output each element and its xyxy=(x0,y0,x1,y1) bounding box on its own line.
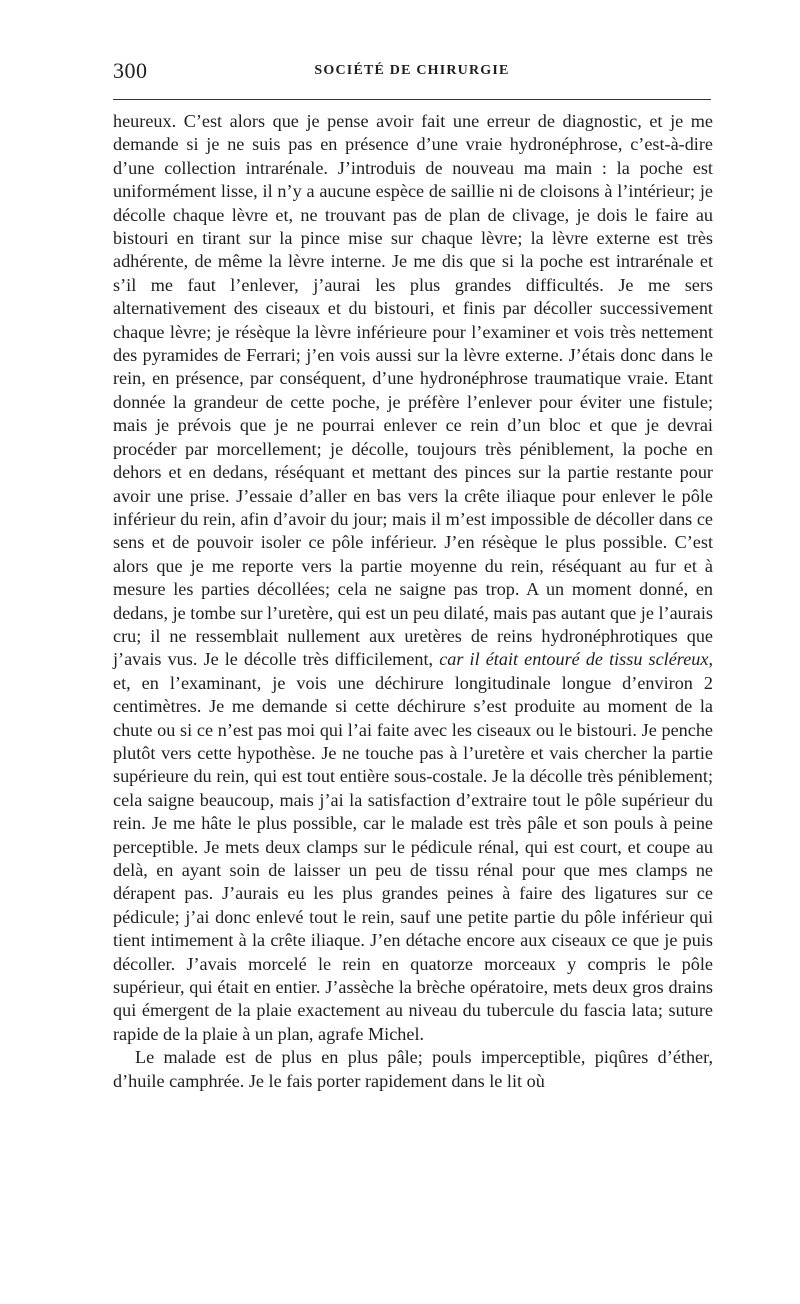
header-rule xyxy=(113,99,711,100)
running-title: SOCIÉTÉ DE CHIRURGIE xyxy=(314,63,510,78)
paragraph-text: heureux. C’est alors que je pense avoir fait une erreur de diagnostic, et je me demande si je ne suis pas en présence d’une vraie hydronéphrose, c’est-à-dire d’une collection intrarénale. J’introduis de nouveau ma main : la poche est uniformément lisse, il n’y a aucune espèce de saillie ni de cloisons à l’intérieur; je décolle chaque lèvre et, ne trouvant pas de plan de clivage, je dois le faire au bistouri en tirant sur la pince mise sur chaque lèvre; la lèvre externe est très adhérente, de même la lèvre interne. Je me dis que si la poche est intrarénale et s’il me faut l’enlever, j’aurai les plus grandes difficultés. Je me sers alternativement des ciseaux et du bistouri, et finis par décoller successivement chaque lèvre; je résèque la lèvre inférieure pour l’examiner et vois très nettement des pyramides de Ferrari; j’en vois aussi sur la lèvre externe. J’étais donc dans le rein, en présence, par conséquent, d’une hydronéphrose traumatique vraie. Etant donnée la grandeur de cette poche, je préfère l’enlever pour éviter une fistule; mais je prévois que je ne pourrai enlever ce rein d’un bloc et que je devrai procéder par morcellement; je décolle, toujours très péniblement, la poche en dehors et en dedans, réséquant et mettant des pinces sur la partie restante pour avoir une prise. J’essaie d’aller en bas vers la crête iliaque pour enlever le pôle inférieur du rein, afin d’avoir du jour; mais il m’est impossible de décoller dans ce sens et de pouvoir isoler ce pôle inférieur. J’en résèque le plus possible. C’est alors que je me reporte vers la partie moyenne du rein, réséquant au fur et à mesure les parties décollées; cela ne saigne pas trop. A un moment donné, en dedans, je tombe sur l’uretère, qui est un peu dilaté, mais pas autant que je l’aurais cru; il ne ressemblait nullement aux uretères de reins hydronéphrotiques que j’avais vus. Je le décolle très difficilement, xyxy=(113,111,713,670)
paragraph xyxy=(113,110,713,1046)
body-text xyxy=(113,110,713,1093)
page-number: 300 xyxy=(113,58,148,83)
page-header xyxy=(113,58,711,88)
paragraph-text: , et, en l’examinant, je vois une déchirure longitudinale longue d’environ 2 centimètres. Je me demande si cette déchirure s’est produite au moment de la chute ou si ce n’est pas moi qui l’ai faite avec les ciseaux ou le bistouri. Je penche plutôt vers cette hypothèse. Je ne touche pas à l’uretère et vais chercher la partie supérieure du rein, qui est tout entière sous-costale. Je la décolle très péniblement; cela saigne beaucoup, mais j’ai la satisfaction d’extraire tout le pôle supérieur du rein. Je me hâte le plus possible, car le malade est très pâle et son pouls à peine perceptible. Je mets deux clamps sur le pédicule rénal, qui est court, et coupe au delà, en ayant soin de laisser un peu de tissu rénal pour que mes clamps ne dérapent pas. J’aurais eu les plus grandes peines à faire des ligatures sur ce pédicule; j’ai donc enlevé tout le rein, sauf une petite partie du pôle inférieur qui tient intimement à la crête iliaque. J’en détache encore aux ciseaux ce que je puis décoller. J’avais morcelé le rein en quatorze morceaux y compris le pôle supérieur, qui était en entier. J’assèche la brèche opératoire, mets deux gros drains qui émergent de la plaie exactement au niveau du tubercule du fascia lata; suture rapide de la plaie à un plan, agrafe Michel. xyxy=(113,649,713,1044)
italic-phrase: car il était entouré de tissu scléreux xyxy=(439,649,709,670)
paragraph: Le malade est de plus en plus pâle; pouls imperceptible, piqûres d’éther, d’huile camphrée. Je le fais porter rapidement dans le lit où xyxy=(113,1047,713,1091)
